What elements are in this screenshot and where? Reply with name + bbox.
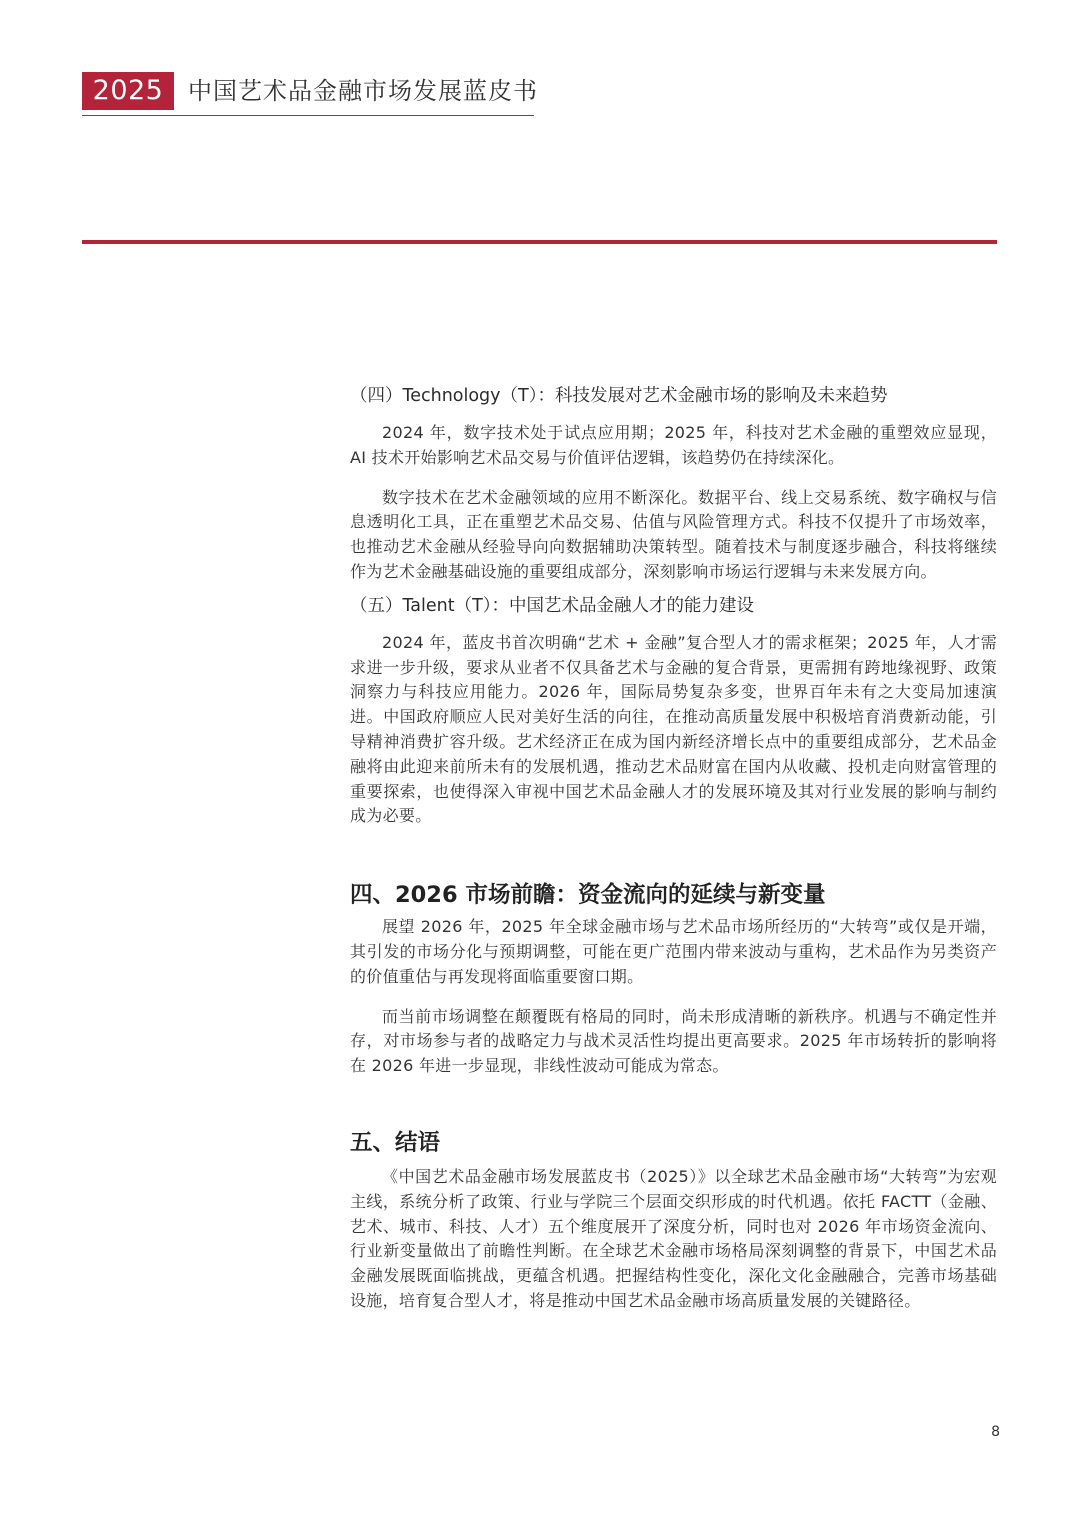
chapter-heading-outlook: 四、2026 市场前瞻：资金流向的延续与新变量: [350, 882, 826, 909]
page-number: 8: [991, 1424, 1000, 1440]
top-divider: [82, 240, 997, 244]
paragraph-outlook-2: 而当前市场调整在颠覆既有格局的同时，尚未形成清晰的新秩序。机遇与不确定性并存，对市场参与者的战略定力与战术灵活性均提出更高要求。2025 年市场转折的影响将在 2026 年进一步显现，非线性波动可能成为常态。: [350, 1006, 997, 1076]
main-content: [350, 382, 997, 1314]
header-underline: [82, 115, 534, 116]
paragraph-conclusion-1: 《中国艺术品金融市场发展蓝皮书（2025）》以全球艺术品金融市场“大转弯”为宏观主线，系统分析了政策、行业与学院三个层面交织形成的时代机遇。依托 FACTT（金融、艺术、城市、科技、人才）五个维度展开了深度分析，同时也对 2026 年市场资金流向、行业新变量做出了前瞻性判断。在全球艺术金融市场格局深刻调整的背景下，中国艺术品金融发展既面临挑战，更蕴含机遇。把握结构性变化，深化文化金融融合，完善市场基础设施，培育复合型人才，将是推动中国艺术品金融市场高质量发展的关键路径。: [350, 1166, 997, 1310]
page-header: [82, 72, 538, 118]
section-heading-talent: （五）Talent（T）：中国艺术品金融人才的能力建设: [350, 595, 755, 616]
paragraph-tech-1: 2024 年，数字技术处于试点应用期；2025 年，科技对艺术金融的重塑效应显现，AI 技术开始影响艺术品交易与价值评估逻辑，该趋势仍在持续深化。: [350, 423, 997, 467]
paragraph-tech-2: 数字技术在艺术金融领域的应用不断深化。数据平台、线上交易系统、数字确权与信息透明化工具，正在重塑艺术品交易、估值与风险管理方式。科技不仅提升了市场效率，也推动艺术金融从经验导向向数据辅助决策转型。随着技术与制度逐步融合，科技将继续作为艺术金融基础设施的重要组成部分，深刻影响市场运行逻辑与未来发展方向。: [350, 487, 997, 581]
report-title: 中国艺术品金融市场发展蓝皮书: [188, 77, 538, 105]
paragraph-outlook-1: 展望 2026 年，2025 年全球金融市场与艺术品市场所经历的“大转弯”或仅是开端，其引发的市场分化与预期调整，可能在更广范围内带来波动与重构，艺术品作为另类资产的价值重估与再发现将面临重要窗口期。: [350, 917, 997, 986]
year-badge: 2025: [82, 72, 174, 110]
chapter-heading-conclusion: 五、结语: [350, 1129, 441, 1156]
section-heading-technology: （四）Technology（T）：科技发展对艺术金融市场的影响及未来趋势: [350, 386, 888, 406]
paragraph-talent-1: 2024 年，蓝皮书首次明确“艺术 + 金融”复合型人才的需求框架；2025 年，人才需求进一步升级，要求从业者不仅具备艺术与金融的复合背景，更需拥有跨地缘视野、政策洞察力与科技应用能力。2026 年，国际局势复杂多变，世界百年未有之大变局加速演进。中国政府顺应人民对美好生活的向往，在推动高质量发展中积极培育消费新动能，引导精神消费扩容升级。艺术经济正在成为国内新经济增长点中的重要组成部分，艺术品金融将由此迎来前所未有的发展机遇，推动艺术品财富在国内从收藏、投机走向财富管理的重要探索，也使得深入审视中国艺术品金融人才的发展环境及其对行业发展的影响与制约成为必要。: [350, 632, 997, 826]
